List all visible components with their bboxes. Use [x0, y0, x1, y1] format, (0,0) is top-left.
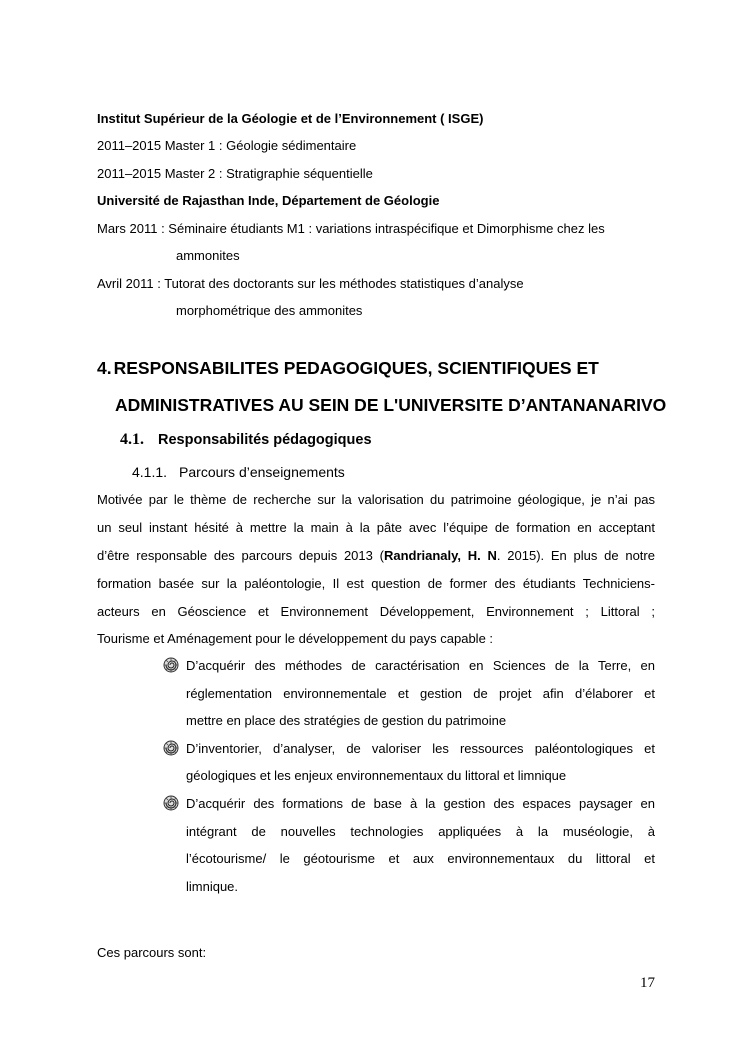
section-4-1-heading	[120, 431, 372, 449]
institution-rajasthan: Université de Rajasthan Inde, Département de Géologie	[97, 193, 440, 208]
bullet-3-line3: l’écotourisme/ le géotourisme et aux environnementaux du littoral et	[186, 851, 655, 866]
paragraph-line: acteurs en Géoscience et Environnement Développement, Environnement ; Littoral ;	[97, 604, 655, 619]
avril-entry-line2: morphométrique des ammonites	[176, 303, 363, 318]
section-4-1-1-title: Parcours d’enseignements	[179, 464, 345, 480]
ammonite-bullet-icon	[163, 795, 179, 811]
paragraph-text: . 2015). En plus de notre	[496, 548, 655, 563]
section-4-1-number: 4.1.	[120, 431, 144, 448]
citation-author: Randrianaly, H. N	[383, 548, 497, 563]
section-4-1-title: Responsabilités pédagogiques	[158, 432, 372, 448]
bullet-3-line1: D’acquérir des formations de base à la gestion des espaces paysager en	[186, 796, 655, 811]
paragraph-line: Tourisme et Aménagement pour le développement du pays capable :	[97, 631, 494, 646]
bullet-2-line1: D’inventorier, d’analyser, de valoriser les ressources paléontologiques et	[186, 741, 655, 756]
section-4-1-1-number: 4.1.1.	[132, 464, 168, 480]
paragraph-text: d’être responsable des parcours depuis 2013 (	[97, 548, 384, 563]
ammonite-bullet-icon	[163, 740, 179, 756]
master1-entry: 2011–2015 Master 1 : Géologie sédimentaire	[97, 138, 357, 153]
closing-text: Ces parcours sont:	[97, 945, 207, 960]
paragraph-line: Motivée par le thème de recherche sur la valorisation du patrimoine géologique, je n’ai pas	[97, 492, 655, 507]
master2-entry: 2011–2015 Master 2 : Stratigraphie séquentielle	[97, 166, 373, 181]
section-4-title-line1: RESPONSABILITES PEDAGOGIQUES, SCIENTIFIQUES ET	[113, 358, 599, 378]
avril-entry-line1: Avril 2011 : Tutorat des doctorants sur les méthodes statistiques d’analyse	[97, 276, 524, 291]
page-number: 17	[640, 975, 655, 991]
mars-entry-line2: ammonites	[176, 248, 240, 263]
section-4-number: 4.	[97, 358, 112, 378]
ammonite-bullet-icon	[163, 657, 179, 673]
paragraph-line: formation basée sur la paléontologie, Il est question de former des étudiants Techniciens-	[97, 576, 655, 591]
institution-isge: Institut Supérieur de la Géologie et de l’Environnement ( ISGE)	[97, 111, 484, 126]
bullet-3-line2: intégrant de nouvelles technologies appliquées à la muséologie, à	[186, 824, 655, 839]
paragraph-line: un seul instant hésité à mettre la main à la pâte avec l’équipe de formation en acceptant	[97, 520, 655, 535]
section-4-title-line2: ADMINISTRATIVES AU SEIN DE L'UNIVERSITE D’ANTANANARIVO	[115, 395, 667, 415]
bullet-1-line2: réglementation environnementale et gestion de projet afin d’élaborer et	[186, 686, 655, 701]
section-4-1-1-heading	[132, 463, 345, 481]
bullet-1-line1: D’acquérir des méthodes de caractérisation en Sciences de la Terre, en	[186, 658, 655, 673]
mars-entry-line1: Mars 2011 : Séminaire étudiants M1 : variations intraspécifique et Dimorphisme chez les	[97, 221, 605, 236]
section-4-heading	[97, 357, 599, 379]
bullet-1-line3: mettre en place des stratégies de gestion du patrimoine	[186, 713, 507, 728]
bullet-3-line4: limnique.	[186, 879, 239, 894]
paragraph-line	[97, 548, 655, 564]
bullet-2-line2: géologiques et les enjeux environnementaux du littoral et limnique	[186, 768, 567, 783]
